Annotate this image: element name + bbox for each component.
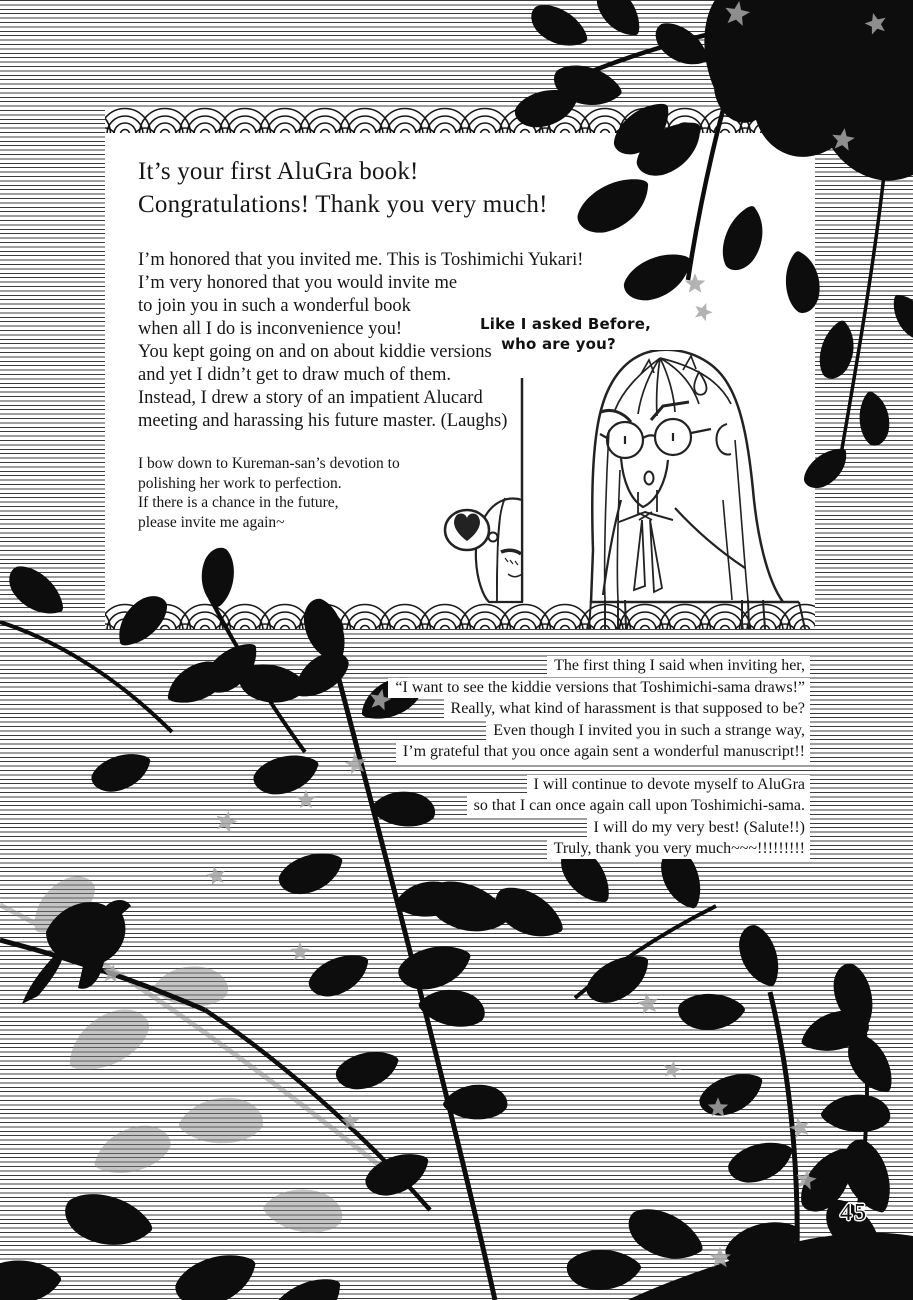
afterword-line: “I want to see the kiddie versions that Toshimichi-sama draws!” xyxy=(388,678,810,698)
paragraph-line: to join you in such a wonderful book xyxy=(138,296,411,316)
afterword-line: Really, what kind of harassment is that supposed to be? xyxy=(444,699,810,719)
paragraph-line: please invite me again~ xyxy=(138,513,285,531)
afterword-line: I will continue to devote myself to AluGra xyxy=(527,775,811,795)
top-right-foliage xyxy=(513,0,913,494)
paragraph-line: Instead, I drew a story of an impatient Alucard xyxy=(138,388,483,408)
afterword-line: so that I can once again call upon Toshimichi-sama. xyxy=(467,796,810,816)
afterword-block-1 xyxy=(388,655,810,763)
paragraph-line: I bow down to Kureman-san’s devotion to xyxy=(138,455,400,472)
paragraph-line: You kept going on and on about kiddie versions xyxy=(138,342,492,362)
paragraph-line: I’m very honored that you would invite me xyxy=(138,273,458,293)
paragraph-line: If there is a chance in the future, xyxy=(138,494,339,511)
afterword-line: I will do my very best! (Salute!!) xyxy=(587,818,811,838)
paragraph-line: when all I do is inconvenience you! xyxy=(138,319,403,339)
bottom-right-foliage xyxy=(396,837,913,1300)
title-line-2: Congratulations! Thank you very much! xyxy=(138,191,548,218)
editor-afterword xyxy=(388,655,810,860)
star-decorations xyxy=(101,0,889,1267)
page-number: 45 xyxy=(840,1200,868,1226)
afterword-line: Even though I invited you in such a strange way, xyxy=(486,721,810,741)
speech-line-2: who are you? xyxy=(501,335,616,353)
afterword-block-2 xyxy=(388,774,810,860)
paragraph-line: I’m honored that you invited me. This is Toshimichi Yukari! xyxy=(138,250,584,270)
paragraph-line: meeting and harassing his future master. (Laughs) xyxy=(138,411,508,431)
paragraph-line: polishing her work to perfection. xyxy=(138,474,342,492)
afterword-line: The first thing I said when inviting her, xyxy=(547,656,810,676)
paragraph-line: and yet I didn’t get to draw much of them. xyxy=(138,365,452,385)
afterword-line: Truly, thank you very much~~~!!!!!!!!! xyxy=(547,839,810,859)
afterword-line: I’m grateful that you once again sent a wonderful manuscript!! xyxy=(396,742,810,762)
speech-line-1: Like I asked Before, xyxy=(480,315,651,333)
title-line-1: It’s your first AluGra book! xyxy=(138,158,419,185)
